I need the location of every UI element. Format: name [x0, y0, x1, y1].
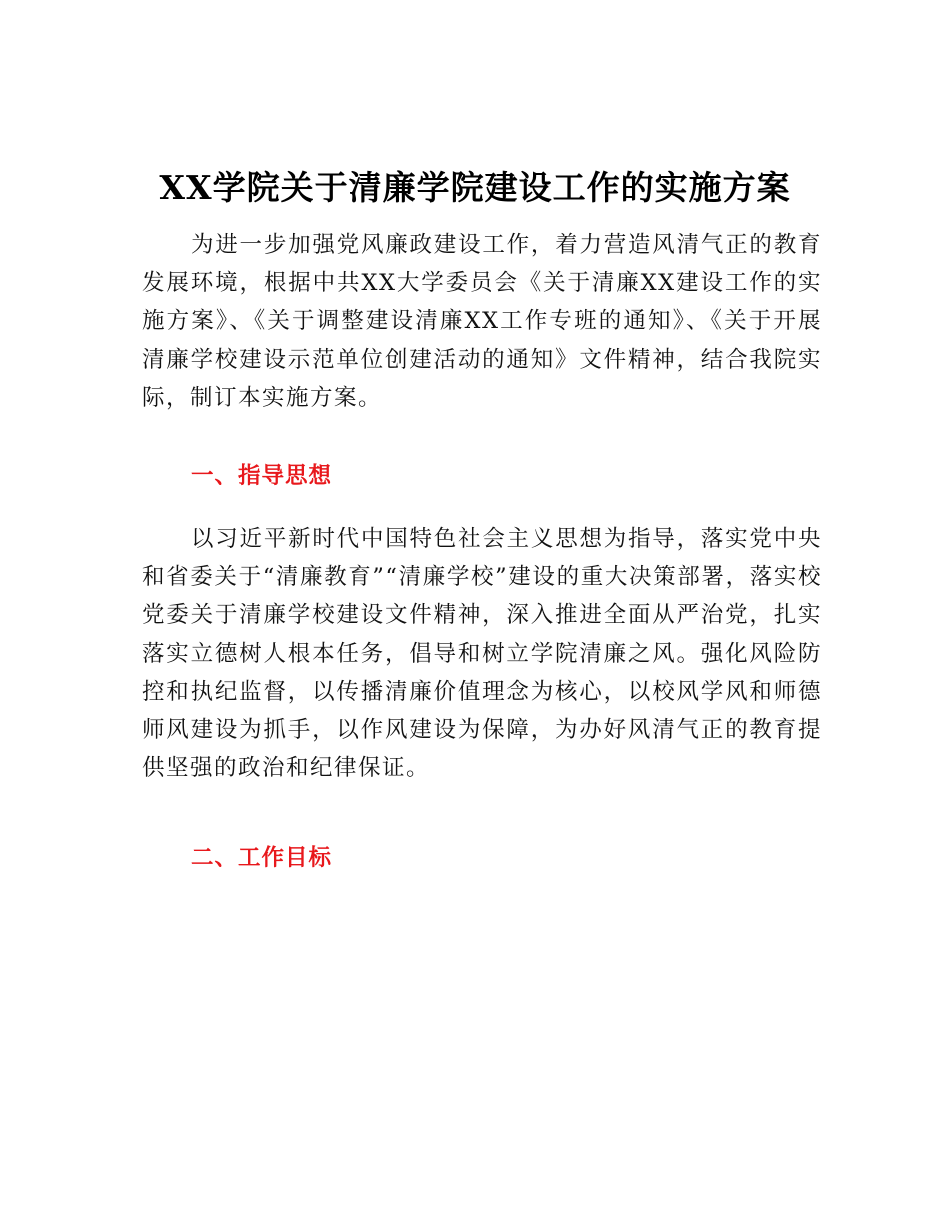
section-heading-work-goals: 二、工作目标: [191, 845, 333, 871]
document-title: XX学院关于清廉学院建设工作的实施方案: [159, 168, 791, 208]
section-heading-guiding-ideology: 一、指导思想: [191, 463, 333, 489]
guiding-ideology-paragraph: 以习近平新时代中国特色社会主义思想为指导，落实党中央和省委关于“清廉教育”“清廉学校”建设的重大决策部署，落实校党委关于清廉学校建设文件精神，深入推进全面从严治党，扎实落实立德树人根本任务，倡导和树立学院清廉之风。强化风险防控和执纪监督，以传播清廉价值理念为核心，以校风学风和师德师风建设为抓手，以作风建设为保障，为办好风清气正的教育提供坚强的政治和纪律保证。: [142, 526, 822, 782]
intro-paragraph: 为进一步加强党风廉政建设工作，着力营造风清气正的教育发展环境，根据中共XX大学委员会《关于清廉XX建设工作的实施方案》、《关于调整建设清廉XX工作专班的通知》、《关于开展清廉学校建设示范单位创建活动的通知》文件精神，结合我院实际，制订本实施方案。: [142, 232, 822, 411]
